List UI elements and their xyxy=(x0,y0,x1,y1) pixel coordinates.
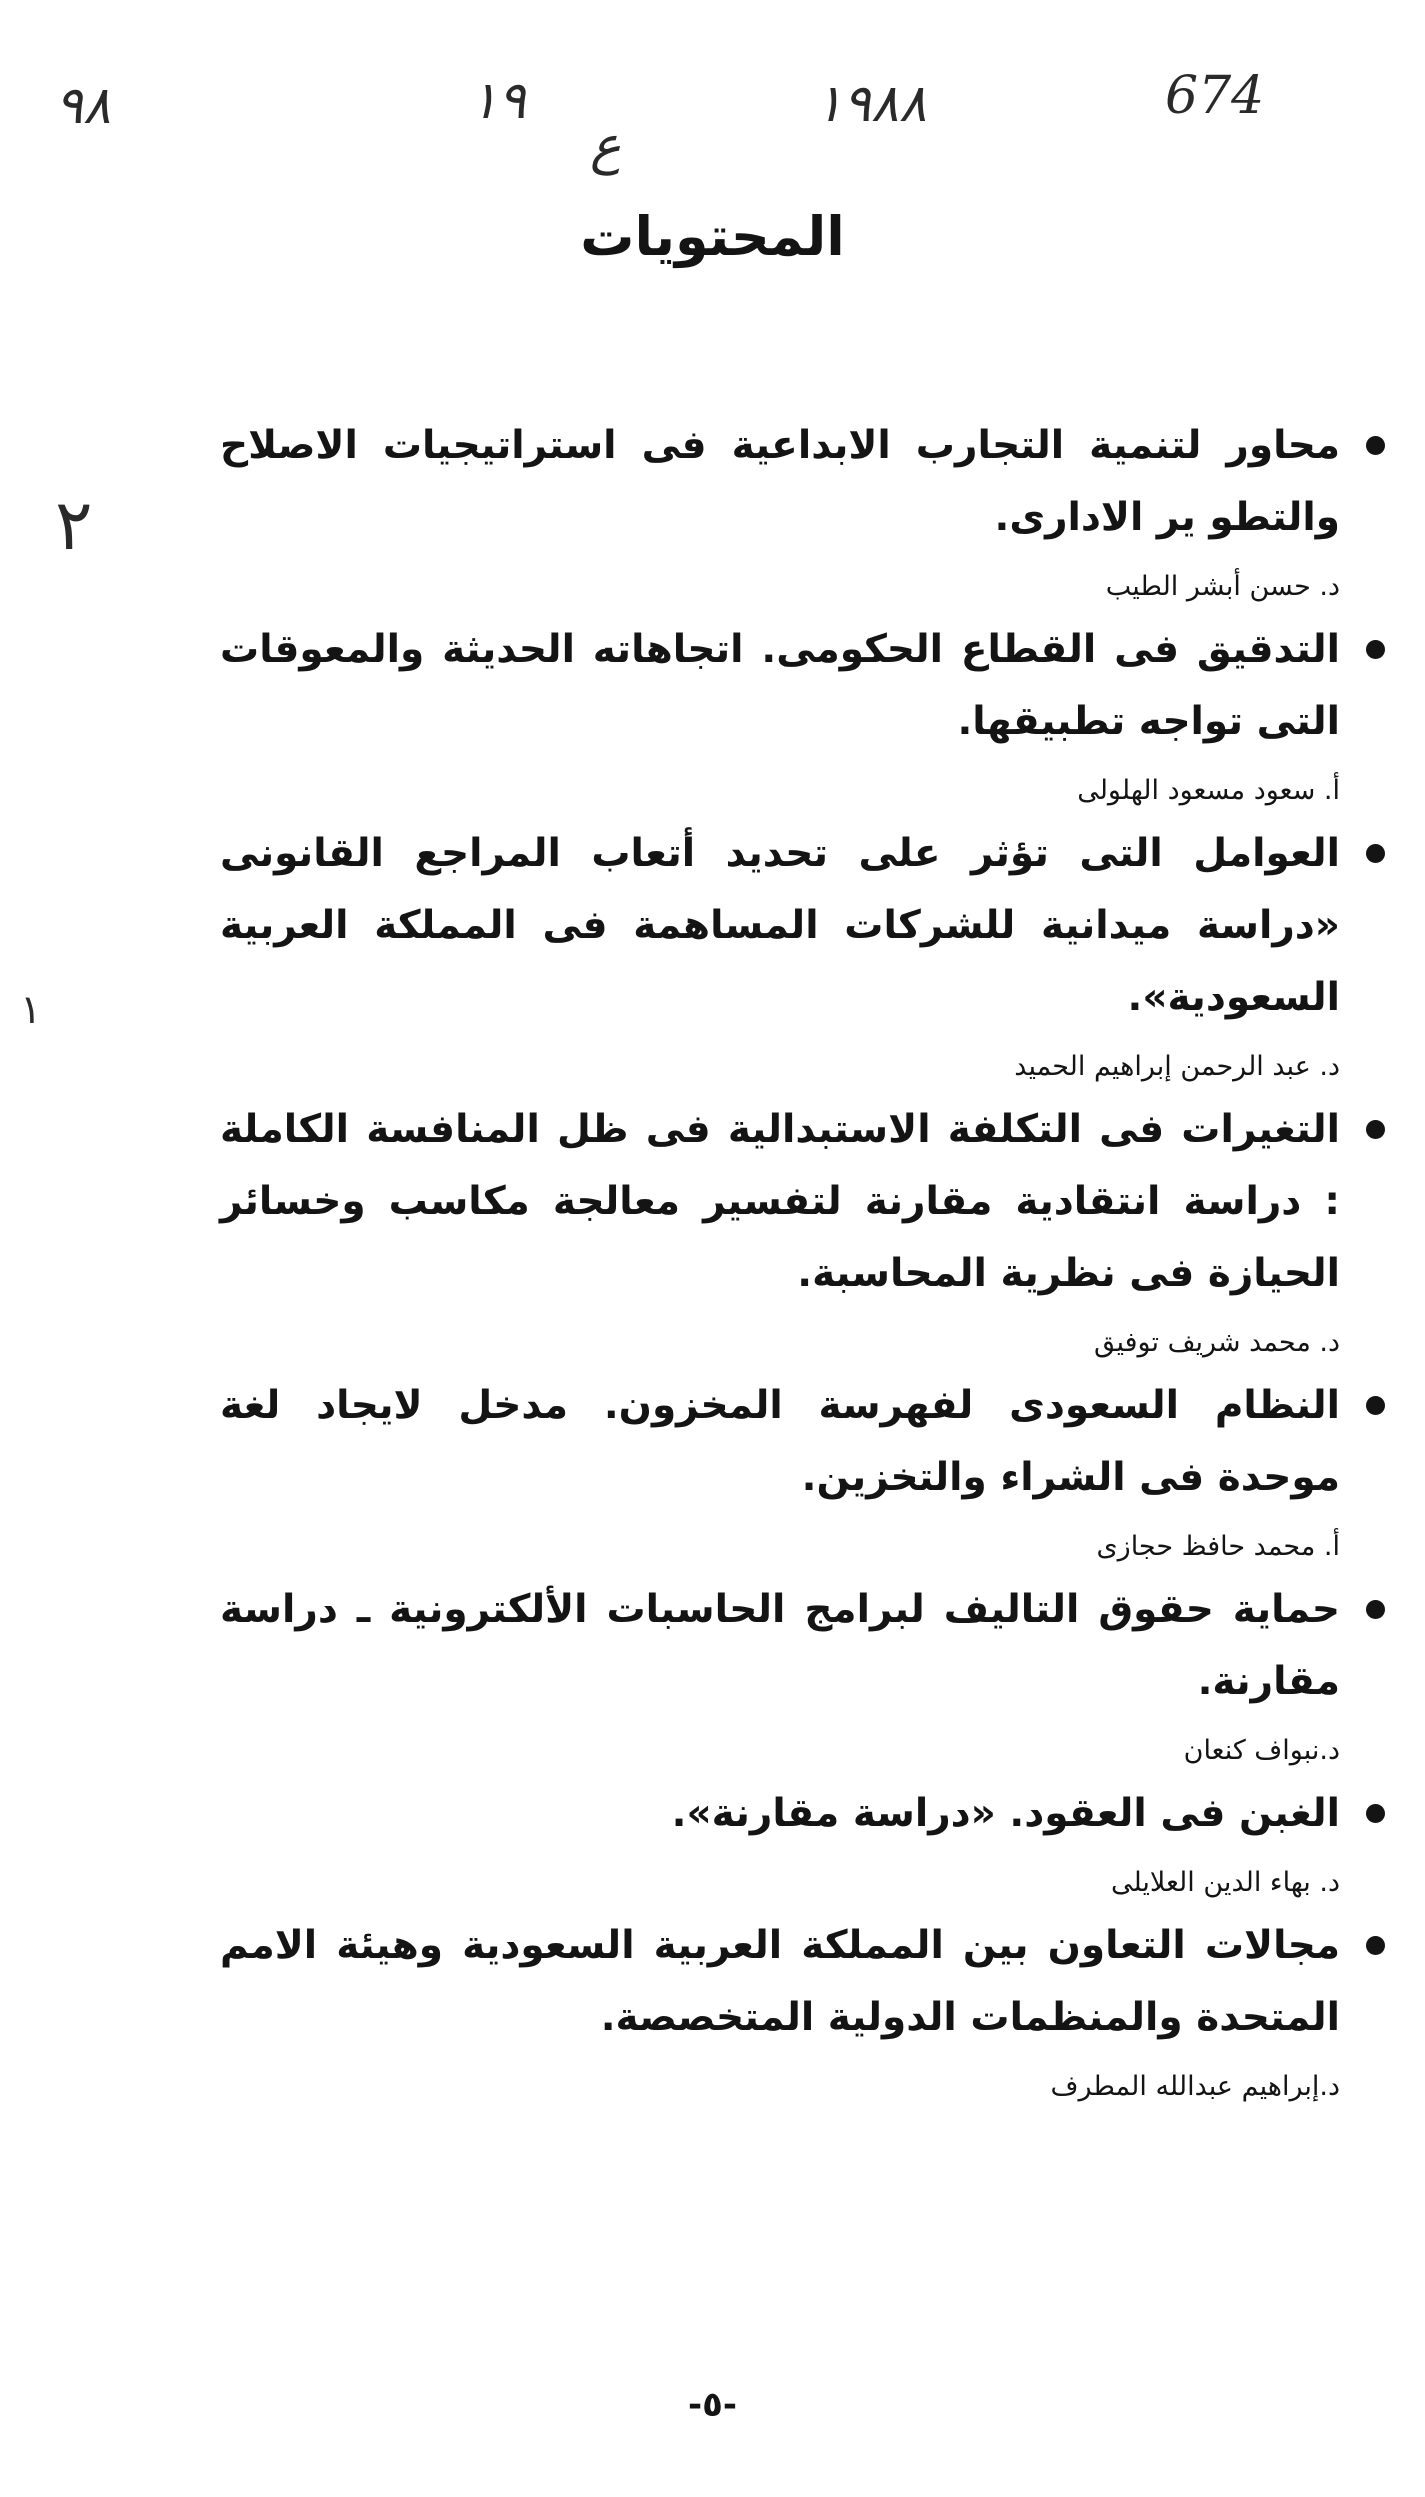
entry-author: د.نبواف كنعان xyxy=(1183,1735,1340,1766)
entry-title: مجالات التعاون بين المملكة العربية السعودية وهيئة الامم المتحدة والمنظمات الدولية المتخصصة. xyxy=(220,1923,1340,2040)
bullet-icon xyxy=(1366,1804,1385,1823)
toc-entry xyxy=(220,818,1385,1086)
entry-title: محاور لتنمية التجارب الابداعية فى استراتيجيات الاصلاح والتطو ير الادارى. xyxy=(220,423,1340,540)
handwritten-note-left: ٩٨ xyxy=(55,76,111,136)
bullet-icon xyxy=(1366,1396,1385,1415)
margin-mark-lower: ١ xyxy=(20,987,42,1033)
handwritten-reference-number: 674 xyxy=(1165,66,1265,126)
entry-author: د.إبراهيم عبدالله المطرف xyxy=(1050,2071,1340,2102)
handwritten-year: ١٩٨٨ xyxy=(815,74,927,134)
margin-mark-upper: ٢ xyxy=(55,484,93,566)
table-of-contents xyxy=(220,410,1385,2114)
page-number: -٥- xyxy=(687,2385,737,2425)
page-title: المحتويات xyxy=(580,205,845,268)
entry-author: د. حسن أبشر الطيب xyxy=(1105,571,1340,602)
bullet-icon xyxy=(1366,1120,1385,1139)
entry-author: أ. سعود مسعود الهلولى xyxy=(1077,775,1340,806)
bullet-icon xyxy=(1366,844,1385,863)
entry-title: التغيرات فى التكلفة الاستبدالية فى ظل المنافسة الكاملة : دراسة انتقادية مقارنة لتفسير معالجة مكاسب وخسائر الحيازة فى نظرية المحاسبة. xyxy=(220,1107,1340,1296)
toc-entry xyxy=(220,614,1385,810)
toc-entry xyxy=(220,410,1385,606)
bullet-icon xyxy=(1366,640,1385,659)
bullet-icon xyxy=(1366,436,1385,455)
entry-title: العوامل التى تؤثر على تحديد أتعاب المراجع القانونى «دراسة ميدانية للشركات المساهمة فى المملكة العربية السعودية». xyxy=(220,831,1340,1020)
handwritten-issue-number: ١٩ xyxy=(470,71,526,131)
toc-entry xyxy=(220,1370,1385,1566)
bullet-icon xyxy=(1366,1936,1385,1955)
entry-author: د. محمد شريف توفيق xyxy=(1093,1327,1340,1358)
toc-entry xyxy=(220,1574,1385,1770)
entry-title: الغبن فى العقود. «دراسة مقارنة». xyxy=(671,1791,1340,1836)
entry-title: النظام السعودى لفهرسة المخزون. مدخل لايجاد لغة موحدة فى الشراء والتخزين. xyxy=(220,1383,1340,1500)
handwritten-issue-prefix: ع xyxy=(590,116,622,176)
bullet-icon xyxy=(1366,1600,1385,1619)
entry-author: أ. محمد حافظ حجازى xyxy=(1096,1531,1340,1562)
toc-entry xyxy=(220,1094,1385,1362)
toc-entry xyxy=(225,1778,1385,1902)
toc-entry xyxy=(220,1910,1385,2106)
entry-title: حماية حقوق التاليف لبرامج الحاسبات الألكترونية ـ دراسة مقارنة. xyxy=(220,1587,1340,1704)
entry-title: التدقيق فى القطاع الحكومى. اتجاهاته الحديثة والمعوقات التى تواجه تطبيقها. xyxy=(220,627,1340,744)
entry-author: د. بهاء الدين العلايلى xyxy=(1110,1867,1340,1898)
entry-author: د. عبد الرحمن إبراهيم الحميد xyxy=(1014,1051,1340,1082)
